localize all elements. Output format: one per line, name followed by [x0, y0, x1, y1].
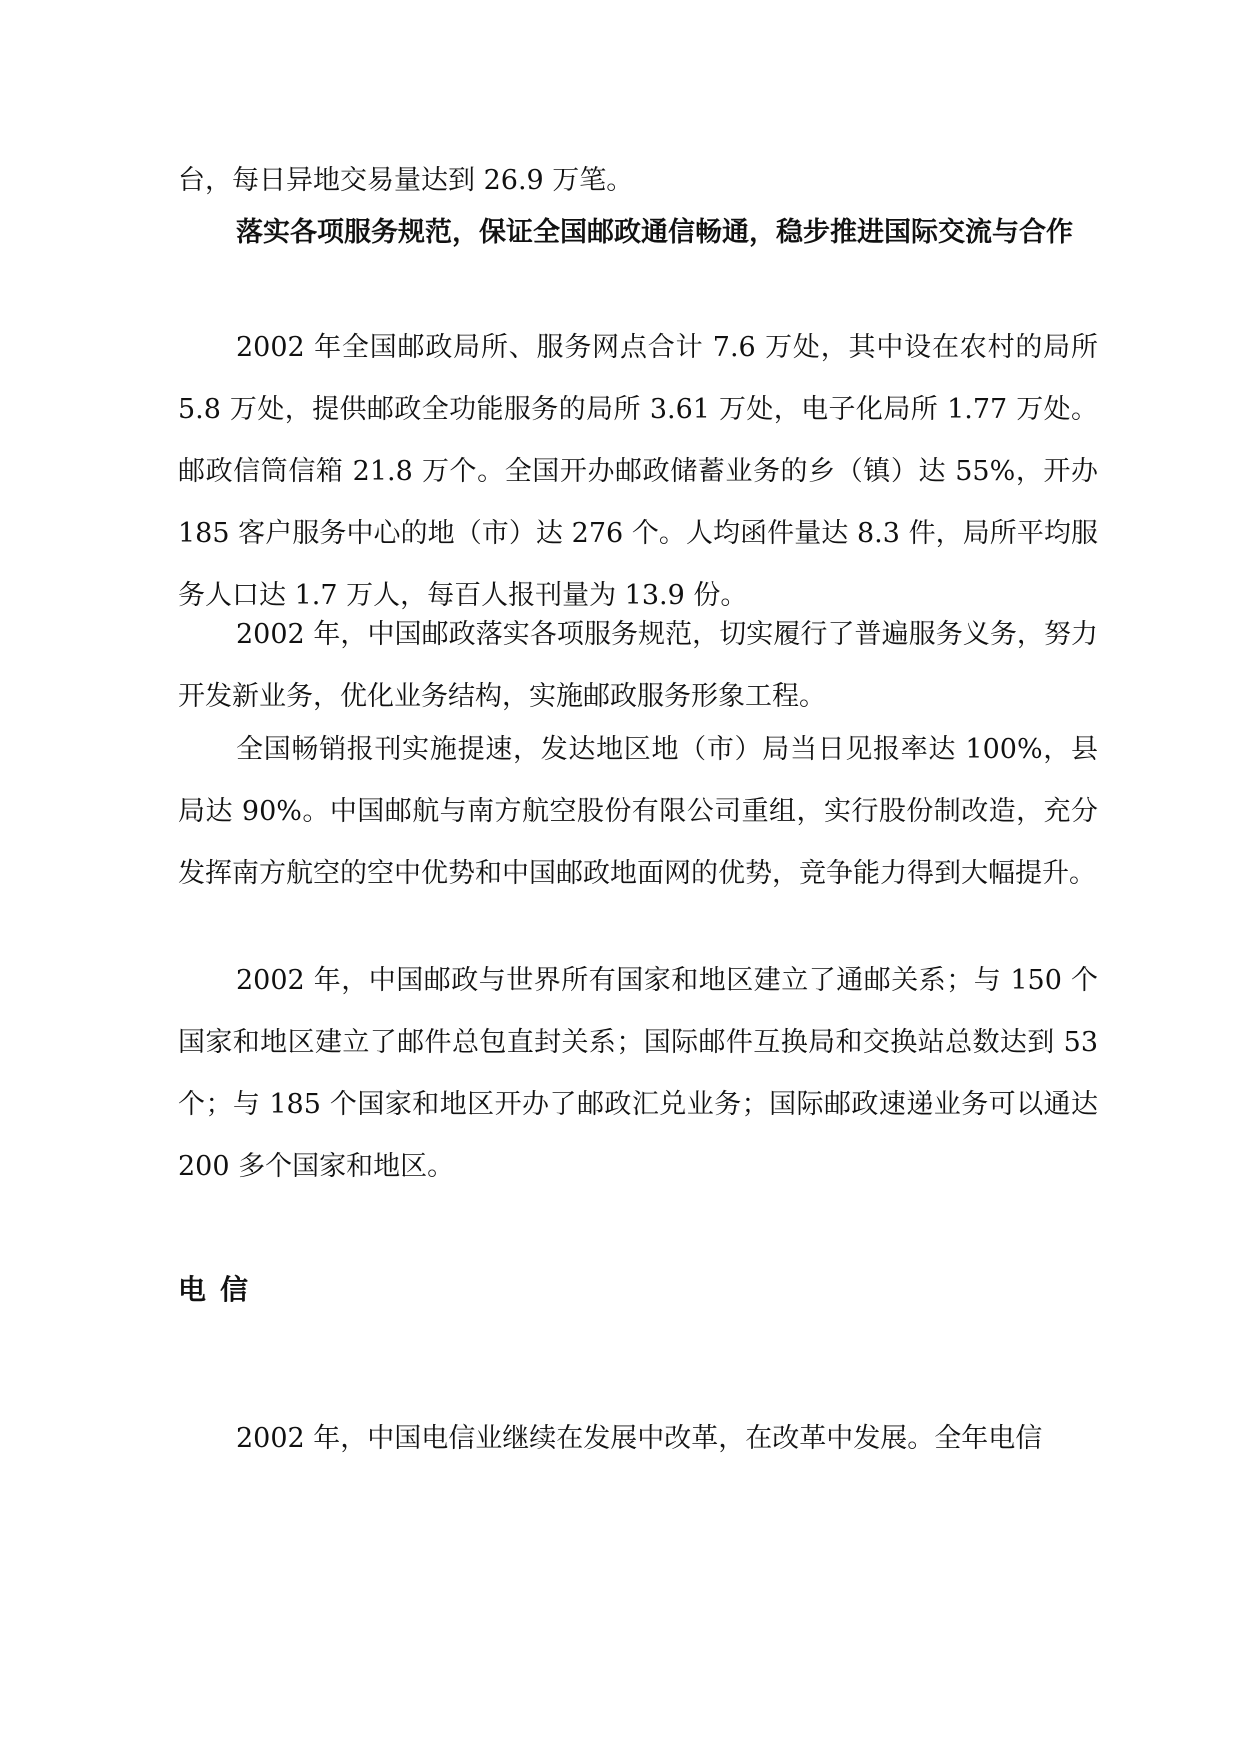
section-heading-telecom: 电信 — [178, 1273, 263, 1306]
paragraph-newspaper-speedup: 全国畅销报刊实施提速，发达地区地（市）局当日见报率达 100%，县局达 90%。中国邮航与南方航空股份有限公司重组，实行股份制改造，充分发挥南方航空的空中优势和中国邮政地面网的优势，竞争能力得到大幅提升。 — [178, 734, 1098, 889]
paragraph-service-norms: 2002 年，中国邮政落实各项服务规范，切实履行了普遍服务义务，努力开发新业务，优化业务结构，实施邮政服务形象工程。 — [178, 619, 1098, 712]
paragraph-international-exchange: 2002 年，中国邮政与世界所有国家和地区建立了通邮关系；与 150 个国家和地区建立了邮件总包直封关系；国际邮件互换局和交换站总数达到 53 个；与 185 个国家和地区开办了邮政汇兑业务；国际邮政速递业务可以通达 200 多个国家和地区。 — [178, 965, 1098, 1182]
section-heading-postal-services: 落实各项服务规范，保证全国邮政通信畅通，稳步推进国际交流与合作 — [236, 217, 1073, 248]
paragraph-continuation: 台，每日异地交易量达到 26.9 万笔。 — [178, 165, 634, 196]
paragraph-telecom-intro: 2002 年，中国电信业继续在发展中改革，在改革中发展。全年电信 — [236, 1423, 1043, 1454]
paragraph-postal-network: 2002 年全国邮政局所、服务网点合计 7.6 万处，其中设在农村的局所 5.8 万处，提供邮政全功能服务的局所 3.61 万处，电子化局所 1.77 万处。邮政信筒信箱 21.8 万个。全国开办邮政储蓄业务的乡（镇）达 55%，开办 185 客户服务中心的地（市）达 276 个。人均函件量达 8.3 件，局所平均服务人口达 1.7 万人，每百人报刊量为 13.9 份。 — [178, 332, 1098, 611]
